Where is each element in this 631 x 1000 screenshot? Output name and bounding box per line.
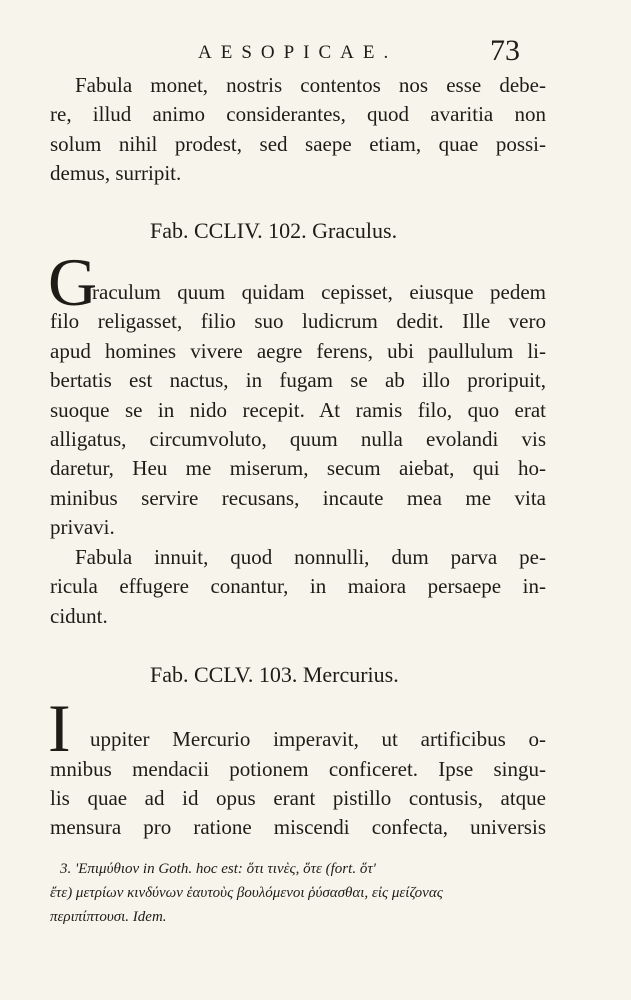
running-head: AESOPICAE. [198, 42, 398, 63]
fable-line: mensura pro ratione miscendi confecta, universis [50, 815, 546, 839]
fable-line: filo religasset, filio suo ludicrum dedit. Ille vero [50, 309, 546, 333]
fable-line: daretur, Heu me miserum, secum aiebat, qui ho- [50, 456, 546, 480]
fable-line: apud homines vivere aegre ferens, ubi paullulum li- [50, 339, 546, 363]
fable-heading-mercurius: Fab. CCLV. 103. Mercurius. [150, 662, 399, 687]
moral-line: cidunt. [50, 604, 108, 628]
intro-line: re, illud animo considerantes, quod avaritia non [50, 102, 546, 126]
moral-line: ricula effugere conantur, in maiora persaepe in- [50, 574, 546, 598]
intro-line: Fabula monet, nostris contentos nos esse debe- [75, 73, 546, 97]
fable-line: bertatis est nactus, in fugam se ab illo proripuit, [50, 368, 546, 392]
fable-line: privavi. [50, 515, 115, 539]
fable-line: minibus servire recusans, incaute mea me vita [50, 486, 546, 510]
moral-line: Fabula innuit, quod nonnulli, dum parva pe- [75, 545, 546, 569]
fable-line: alligatus, circumvoluto, quum nulla evolandi vis [50, 427, 546, 451]
intro-line: demus, surripit. [50, 161, 182, 185]
fable-line: uppiter Mercurio imperavit, ut artificibus o- [90, 727, 546, 751]
fable-line: mnibus mendacii potionem conficeret. Ipse singu- [50, 757, 546, 781]
fable-heading-graculus: Fab. CCLIV. 102. Graculus. [150, 218, 398, 243]
fable-line: lis quae ad id opus erant pistillo contusis, atque [50, 786, 546, 810]
fable-line: raculum quum quidam cepisset, eiusque pedem [92, 280, 546, 304]
dropcap-i: I [48, 690, 71, 766]
fable-line: suoque se in nido recepit. At ramis filo, quo erat [50, 398, 546, 422]
dropcap-g: G [48, 244, 98, 320]
footnote-line: περιπίπτουσι. Idem. [50, 909, 167, 925]
footnote-line: ἔτε) μετρίων κινδύνων ἑαυτοὺς βουλόμενοι ῥύσασθαι, εἰς μείζονας [50, 885, 443, 901]
page-number: 73 [490, 34, 520, 67]
footnote-line: 3. 'Επιμύθιον in Goth. hoc est: ὅτι τινὲς, ὅτε (fort. ὅτ' [60, 861, 376, 877]
intro-line: solum nihil prodest, sed saepe etiam, quae possi- [50, 132, 546, 156]
page-header [0, 36, 631, 70]
